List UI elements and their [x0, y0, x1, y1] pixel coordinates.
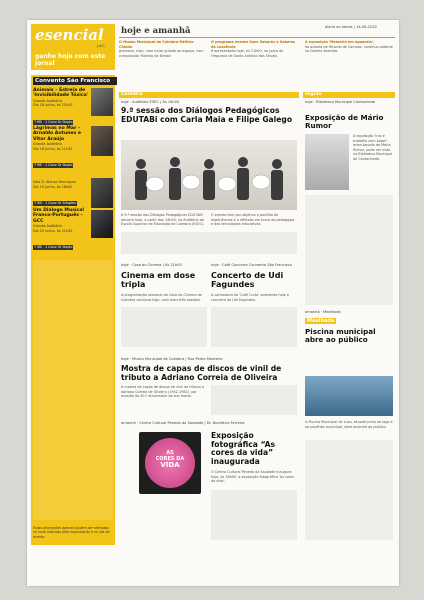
sidebar-faded-area [33, 260, 113, 520]
main-kicker: hoje · Auditório ESEC | Às 14h00 [121, 100, 180, 104]
concert-body: A cantautora do 'Café Curto' apresenta hoje o concerto de Udi Fagundes. [211, 293, 289, 302]
sidebar-event-1-venue: Grande Auditório [33, 98, 62, 103]
top-blurb-2-title: O programa evento Sons Sabores e Saberes da Lusofonia [211, 40, 296, 49]
date-line: diário as beiras | 14-06-2022 [325, 25, 377, 29]
cinema-body: A programação semanal da Casa do Cinema de Coimbra continua hoje, com mais três sessões. [121, 293, 202, 302]
top-blurb-1-title: O Museu Municipal de Coimbra-Edifício Chiado [119, 40, 194, 49]
sidebar-event-2-photo [91, 126, 113, 156]
header-rule [119, 37, 395, 38]
right-tag-2: Mealhada [307, 318, 335, 324]
right-text-lines-2 [305, 440, 393, 540]
sidebar-event-3-photo [91, 178, 113, 208]
sidebar-event-1 [33, 88, 89, 127]
cinema-text-lines [121, 307, 207, 347]
section-bar-coimbra [119, 92, 299, 98]
sidebar-event-2-price: 7 €B · 1 Conv Sr Duplo [34, 163, 73, 168]
sidebar-event-4-date: Dia 25 junho, às 21h30 [33, 228, 73, 233]
sidebar-event-1-price: 7 €B · 1 Conv Sr Duplo [34, 120, 73, 124]
sidebar-event-4-title: Um Diálogo Musical Franco-Português – GCC [33, 208, 84, 224]
top-blurb-2-body: é apresentado hoje, às 11h00, na Junta de Freguesia de Santo António dos Olivais. [211, 49, 284, 58]
main-text-lines [121, 232, 297, 254]
sidebar-section-title: Convento São Francisco [33, 77, 117, 85]
sidebar-event-1-photo [91, 88, 113, 116]
right-photo-1 [305, 134, 349, 190]
top-blurb-1 [119, 40, 205, 58]
poster-line-3: VIDA [160, 461, 180, 469]
concert-kicker: hoje · Café Concerto Convento São Francisco [211, 263, 292, 267]
right-photo-2 [305, 376, 393, 416]
brand-logo: esencial [35, 26, 104, 44]
sidebar-event-2 [33, 126, 89, 170]
mostra-headline: Mostra de capas de discos de vinil de tributo a Adriano Correia de Oliveira [121, 364, 282, 382]
top-blurb-1-body: promove, hoje, uma visita guiada ao espaço, com a exposição 'Roteiro da Bimba'. [119, 49, 204, 58]
top-blurb-2 [211, 40, 299, 58]
right-headline-1: Exposição de Mário Rumor [305, 113, 384, 131]
sidebar-event-2-date: Dia 18 junho, às 21h30 [33, 146, 73, 151]
exposicao-text-lines [211, 490, 297, 540]
right-kicker-2: amanhã · Mealhada [305, 310, 341, 314]
header-subtitle: ganhe hoje com este jornal [35, 53, 106, 67]
main-body-right: O evento tem por objetivo a partilha de experiências e a reflexão em torno da pedagogia e das tecnologias educativas. [211, 213, 295, 227]
sidebar-event-2-title: Lágrimas no Mar – Arnaldo Antunes e Vitor Araújo [33, 126, 81, 142]
right-body-1: A exposição 'Iras e trabalho com papel', artes-tanado de Mário Rumor, pode ser vista na Biblioteca Municipal de Cantanhede. [353, 134, 393, 161]
header-initials: J.A.C. [97, 44, 106, 48]
exposicao-kicker: amanhã · Centro Cultural Penedo da Saudade | Dr. Bonifácio Ferreira [121, 421, 245, 425]
sidebar-event-4 [33, 208, 89, 252]
mostra-kicker: hoje · Museu Municipal de Coimbra | Rua Pedro Monteiro [121, 357, 223, 361]
right-headline-2: Piscina municipal abre ao público [305, 327, 376, 345]
sidebar-event-1-date: Dia 18 junho, às 21h30 [33, 103, 73, 108]
people-illustration [127, 154, 291, 208]
main-photo-figures [127, 154, 291, 208]
main-body-left: A 9.ª sessão dos Diálogos Pedagógicos EDUTABi decorre hoje, a partir das 14h00, no Auditório da Escola Superior de Educação de Coimbra (ESEC). [121, 213, 205, 227]
poster-text [139, 450, 201, 468]
main-headline: 9.ª sessão dos Diálogos Pedagógicos EDUTABi com Carla Maia e Filipe Galego [121, 106, 293, 124]
right-text-lines-1 [305, 195, 393, 305]
exposicao-headline: Exposição fotográfica “As cores da vida” inaugurada [211, 431, 275, 466]
newspaper-page [27, 20, 399, 586]
exposicao-body: O Centro Cultural Penedo da Saudade inaugura hoje, às 18h00, a exposição fotográfica 'As cores da vida'. [211, 470, 295, 484]
sidebar-event-3-date: Dia 19 junho, às 18h00 [33, 184, 73, 189]
sidebar-event-3-venue: Sala D. Afonso Henriques [33, 180, 76, 184]
mostra-text-lines [211, 385, 297, 415]
concert-text-lines [211, 307, 297, 347]
sidebar-event-4-photo [91, 210, 113, 238]
cinema-kicker: hoje · Casa do Cinema | Às 21h00 [121, 263, 182, 267]
right-body-2: A Piscina Municipal de Luso, situada junto ao lago e ao pavilhão municipal, abre amanhã ao público. [305, 420, 393, 429]
top-blurb-3 [305, 40, 395, 54]
header-tagline: hoje e amanhã [121, 26, 191, 36]
sidebar-event-1-title: Animais – Estreia de 'Invisibilidade Tóxica' [33, 88, 89, 99]
concert-headline: Concerto de Udi Fagundes [211, 271, 284, 289]
section-label-coimbra: Coimbra [121, 92, 143, 97]
sidebar-event-2-venue: Grande Auditório [33, 142, 62, 147]
exposicao-poster [139, 432, 201, 494]
poster-line-2: CORES DA [155, 456, 185, 462]
sidebar-event-3-price: 7 €B · 1 Conv Sr Simples [34, 201, 76, 206]
sidebar-event-4-price: 7 €B · 1 Conv Sr Duplo [34, 245, 73, 250]
sidebar-footer-note: Estas promoções apenas podem ser retiradas no local indicado pela organização e no dia do evento. [33, 526, 110, 539]
section-label-regiao: região [305, 92, 322, 97]
right-kicker-1: hoje · Biblioteca Municipal Cantanhede [305, 100, 376, 104]
mostra-body: A mostra de capas de discos de vinil de tributo a Adriano Correia de Oliveira (1942-1982), por ocasião do 40.º aniversário da sua morte. [121, 385, 204, 399]
poster-line-1: AS [166, 450, 174, 456]
cinema-headline: Cinema em dose tripla [121, 271, 196, 289]
sidebar-event-4-venue: Grande Auditório [33, 224, 62, 229]
sidebar-event-3 [33, 180, 89, 208]
top-blurb-3-body: da autoria de Ricardo de Campos, continua patente na Galeria Avenida. [305, 44, 393, 54]
top-blurb-3-title: A exposição 'Memória em aguarela', [305, 40, 375, 44]
